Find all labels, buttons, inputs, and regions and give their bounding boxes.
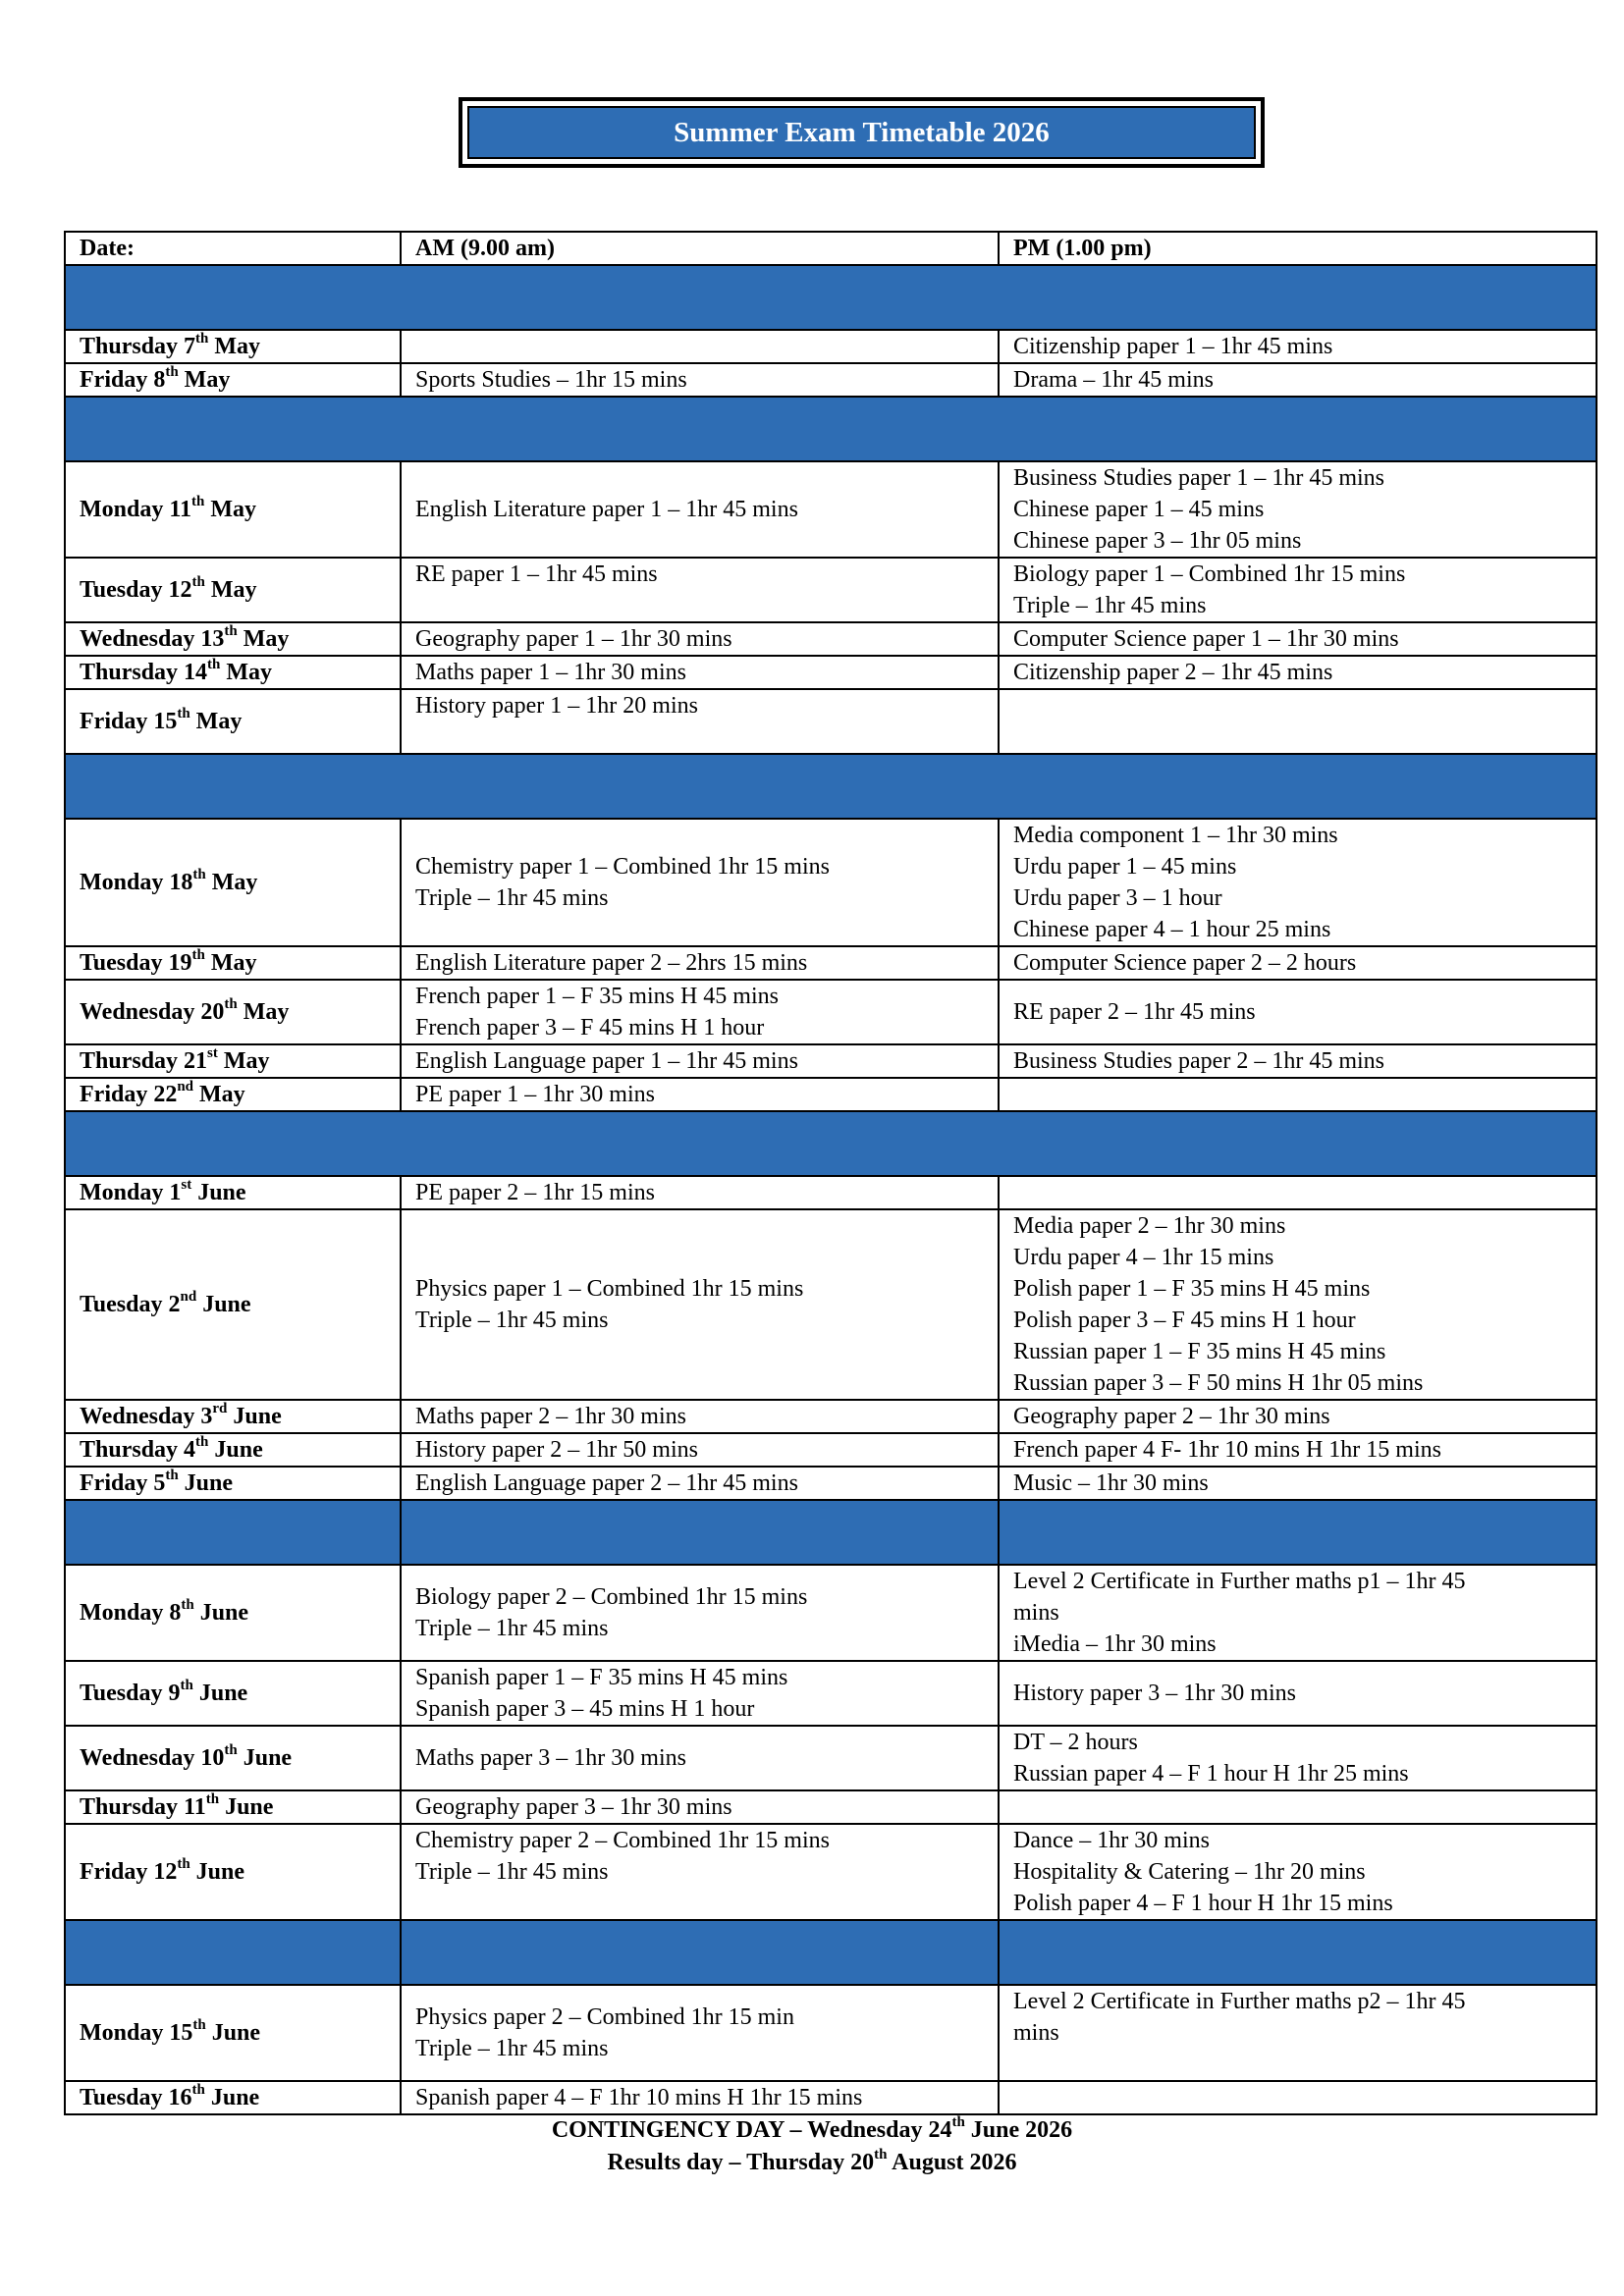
results-day: Results day – Thursday 20th August 2026 <box>607 2147 1017 2175</box>
pm-exam-cell <box>999 1078 1597 1111</box>
exam-entry: English Literature paper 1 – 1hr 45 mins <box>415 497 798 522</box>
exam-entry: Polish paper 1 – F 35 mins H 45 mins <box>1013 1276 1371 1302</box>
exam-entry: Media paper 2 – 1hr 30 mins <box>1013 1213 1286 1239</box>
am-exam-cell <box>401 1661 999 1726</box>
exam-entry: Chinese paper 3 – 1hr 05 mins <box>1013 528 1302 554</box>
band-cell <box>65 1111 1597 1176</box>
exam-entry: RE paper 1 – 1hr 45 mins <box>415 561 658 587</box>
am-exam-cell <box>401 558 999 622</box>
exam-day-row <box>65 1176 1597 1209</box>
exam-entry: Urdu paper 4 – 1hr 15 mins <box>1013 1245 1274 1270</box>
pm-exam-cell <box>999 330 1597 363</box>
band-cell <box>401 1500 999 1565</box>
pm-exam-cell <box>999 461 1597 558</box>
exam-day-row <box>65 1044 1597 1078</box>
date-cell: Thursday 4th June <box>65 1433 401 1467</box>
date-cell: Wednesday 3rd June <box>65 1400 401 1433</box>
am-exam-cell <box>401 656 999 689</box>
exam-day-row <box>65 1209 1597 1400</box>
exam-entry: Triple – 1hr 45 mins <box>415 2036 609 2061</box>
exam-day-row <box>65 819 1597 946</box>
date-cell: Wednesday 20th May <box>65 980 401 1044</box>
exam-entry: RE paper 2 – 1hr 45 mins <box>1013 999 1256 1025</box>
exam-entry: Biology paper 1 – Combined 1hr 15 mins <box>1013 561 1406 587</box>
exam-entry: English Language paper 2 – 1hr 45 mins <box>415 1470 798 1496</box>
band-cell <box>65 1500 401 1565</box>
exam-entry: Urdu paper 1 – 45 mins <box>1013 854 1237 880</box>
exam-entry: Citizenship paper 2 – 1hr 45 mins <box>1013 660 1333 685</box>
exam-entry: Polish paper 3 – F 45 mins H 1 hour <box>1013 1308 1356 1333</box>
am-exam-cell <box>401 461 999 558</box>
pm-exam-cell <box>999 1433 1597 1467</box>
exam-entry: Chemistry paper 2 – Combined 1hr 15 mins <box>415 1828 830 1853</box>
exam-day-row <box>65 1467 1597 1500</box>
date-cell: Monday 15th June <box>65 1985 401 2081</box>
exam-entry: Dance – 1hr 30 mins <box>1013 1828 1210 1853</box>
exam-entry: French paper 1 – F 35 mins H 45 mins <box>415 984 779 1009</box>
am-exam-cell <box>401 1400 999 1433</box>
week-separator-band <box>65 265 1597 330</box>
exam-day-row <box>65 1661 1597 1726</box>
exam-entry: PE paper 1 – 1hr 30 mins <box>415 1082 655 1107</box>
exam-entry: Maths paper 1 – 1hr 30 mins <box>415 660 686 685</box>
exam-entry: French paper 3 – F 45 mins H 1 hour <box>415 1015 765 1041</box>
am-exam-cell <box>401 689 999 754</box>
exam-entry: Triple – 1hr 45 mins <box>415 1308 609 1333</box>
date-cell: Tuesday 16th June <box>65 2081 401 2114</box>
pm-exam-cell <box>999 980 1597 1044</box>
header-date: Date: <box>65 232 401 265</box>
header-am: AM (9.00 am) <box>401 232 999 265</box>
date-cell: Tuesday 9th June <box>65 1661 401 1726</box>
pm-exam-cell <box>999 819 1597 946</box>
header-pm: PM (1.00 pm) <box>999 232 1597 265</box>
pm-exam-cell <box>999 622 1597 656</box>
exam-entry: Media component 1 – 1hr 30 mins <box>1013 823 1338 848</box>
date-cell: Monday 1st June <box>65 1176 401 1209</box>
page-title: Summer Exam Timetable 2026 <box>467 106 1256 159</box>
pm-exam-cell <box>999 946 1597 980</box>
exam-entry: Triple – 1hr 45 mins <box>415 1859 609 1885</box>
exam-day-row <box>65 1400 1597 1433</box>
exam-entry: History paper 1 – 1hr 20 mins <box>415 693 698 719</box>
exam-entry: Russian paper 3 – F 50 mins H 1hr 05 mins <box>1013 1370 1424 1396</box>
exam-day-row <box>65 2081 1597 2114</box>
pm-exam-cell <box>999 1176 1597 1209</box>
exam-entry: Physics paper 1 – Combined 1hr 15 mins <box>415 1276 804 1302</box>
am-exam-cell <box>401 1726 999 1790</box>
date-cell: Tuesday 12th May <box>65 558 401 622</box>
am-exam-cell <box>401 1176 999 1209</box>
date-cell: Friday 5th June <box>65 1467 401 1500</box>
am-exam-cell <box>401 363 999 397</box>
exam-entry: Geography paper 1 – 1hr 30 mins <box>415 626 732 652</box>
week-separator-band <box>65 754 1597 819</box>
exam-day-row <box>65 980 1597 1044</box>
exam-day-row <box>65 461 1597 558</box>
am-exam-cell <box>401 1565 999 1661</box>
exam-entry: Triple – 1hr 45 mins <box>415 1616 609 1641</box>
date-cell: Wednesday 10th June <box>65 1726 401 1790</box>
date-cell: Thursday 14th May <box>65 656 401 689</box>
exam-day-row <box>65 1985 1597 2081</box>
exam-entry: mins <box>1013 2020 1059 2046</box>
am-exam-cell <box>401 819 999 946</box>
exam-day-row <box>65 1565 1597 1661</box>
timetable-body <box>65 232 1597 2114</box>
exam-entry: Maths paper 2 – 1hr 30 mins <box>415 1404 686 1429</box>
exam-entry: History paper 2 – 1hr 50 mins <box>415 1437 698 1463</box>
pm-exam-cell <box>999 1209 1597 1400</box>
date-cell: Wednesday 13th May <box>65 622 401 656</box>
band-cell <box>999 1500 1597 1565</box>
week-separator-band <box>65 397 1597 461</box>
band-cell <box>65 265 1597 330</box>
date-cell: Tuesday 19th May <box>65 946 401 980</box>
am-exam-cell <box>401 1985 999 2081</box>
exam-day-row <box>65 622 1597 656</box>
exam-entry: French paper 4 F- 1hr 10 mins H 1hr 15 mins <box>1013 1437 1441 1463</box>
exam-entry: English Language paper 1 – 1hr 45 mins <box>415 1048 798 1074</box>
pm-exam-cell <box>999 656 1597 689</box>
date-cell: Friday 12th June <box>65 1824 401 1920</box>
exam-entry: History paper 3 – 1hr 30 mins <box>1013 1681 1296 1706</box>
band-cell <box>65 397 1597 461</box>
exam-entry: Spanish paper 4 – F 1hr 10 mins H 1hr 15 mins <box>415 2085 863 2110</box>
band-cell <box>999 1920 1597 1985</box>
am-exam-cell <box>401 2081 999 2114</box>
exam-entry: Geography paper 2 – 1hr 30 mins <box>1013 1404 1330 1429</box>
exam-entry: Chinese paper 4 – 1 hour 25 mins <box>1013 917 1331 942</box>
exam-entry: Biology paper 2 – Combined 1hr 15 mins <box>415 1584 808 1610</box>
pm-exam-cell <box>999 2081 1597 2114</box>
exam-entry: mins <box>1013 1600 1059 1626</box>
am-exam-cell <box>401 1433 999 1467</box>
exam-entry: Business Studies paper 2 – 1hr 45 mins <box>1013 1048 1384 1074</box>
header-row <box>65 232 1597 265</box>
exam-day-row <box>65 1790 1597 1824</box>
exam-day-row <box>65 656 1597 689</box>
date-cell: Thursday 7th May <box>65 330 401 363</box>
pm-exam-cell <box>999 1400 1597 1433</box>
exam-entry: Triple – 1hr 45 mins <box>415 885 609 911</box>
date-cell: Monday 8th June <box>65 1565 401 1661</box>
date-cell: Monday 11th May <box>65 461 401 558</box>
date-cell: Thursday 21st May <box>65 1044 401 1078</box>
exam-entry: Level 2 Certificate in Further maths p1 – 1hr 45 <box>1013 1569 1466 1594</box>
exam-day-row <box>65 558 1597 622</box>
exam-entry: Polish paper 4 – F 1 hour H 1hr 15 mins <box>1013 1891 1393 1916</box>
exam-entry: Sports Studies – 1hr 15 mins <box>415 367 687 393</box>
exam-entry: Geography paper 3 – 1hr 30 mins <box>415 1794 732 1820</box>
exam-entry: Russian paper 1 – F 35 mins H 45 mins <box>1013 1339 1386 1364</box>
band-cell <box>401 1920 999 1985</box>
date-cell: Friday 22nd May <box>65 1078 401 1111</box>
exam-entry: English Literature paper 2 – 2hrs 15 mins <box>415 950 808 976</box>
exam-entry: Triple – 1hr 45 mins <box>1013 593 1207 618</box>
exam-day-row <box>65 1726 1597 1790</box>
exam-entry: Spanish paper 1 – F 35 mins H 45 mins <box>415 1665 788 1690</box>
contingency-day: CONTINGENCY DAY – Wednesday 24th June 2026 <box>551 2114 1073 2143</box>
band-cell <box>65 1920 401 1985</box>
exam-day-row <box>65 689 1597 754</box>
exam-day-row <box>65 363 1597 397</box>
exam-entry: Hospitality & Catering – 1hr 20 mins <box>1013 1859 1366 1885</box>
title-frame <box>459 97 1265 168</box>
am-exam-cell <box>401 1078 999 1111</box>
exam-entry: Business Studies paper 1 – 1hr 45 mins <box>1013 465 1384 491</box>
pm-exam-cell <box>999 1985 1597 2081</box>
date-cell: Friday 15th May <box>65 689 401 754</box>
pm-exam-cell <box>999 1726 1597 1790</box>
week-separator-band <box>65 1920 1597 1985</box>
exam-entry: Physics paper 2 – Combined 1hr 15 min <box>415 2004 794 2030</box>
date-cell: Thursday 11th June <box>65 1790 401 1824</box>
pm-exam-cell <box>999 1790 1597 1824</box>
exam-entry: DT – 2 hours <box>1013 1730 1138 1755</box>
week-separator-band <box>65 1111 1597 1176</box>
am-exam-cell <box>401 1790 999 1824</box>
pm-exam-cell <box>999 363 1597 397</box>
exam-entry: Computer Science paper 1 – 1hr 30 mins <box>1013 626 1399 652</box>
exam-entry: Maths paper 3 – 1hr 30 mins <box>415 1745 686 1771</box>
exam-entry: Chinese paper 1 – 45 mins <box>1013 497 1265 522</box>
exam-entry: Urdu paper 3 – 1 hour <box>1013 885 1222 911</box>
exam-day-row <box>65 330 1597 363</box>
am-exam-cell <box>401 980 999 1044</box>
date-cell: Tuesday 2nd June <box>65 1209 401 1400</box>
exam-entry: Citizenship paper 1 – 1hr 45 mins <box>1013 334 1333 359</box>
pm-exam-cell <box>999 1661 1597 1726</box>
am-exam-cell <box>401 1824 999 1920</box>
exam-day-row <box>65 946 1597 980</box>
exam-entry: Level 2 Certificate in Further maths p2 – 1hr 45 <box>1013 1989 1466 2014</box>
exam-entry: Russian paper 4 – F 1 hour H 1hr 25 mins <box>1013 1761 1409 1787</box>
exam-day-row <box>65 1824 1597 1920</box>
pm-exam-cell <box>999 1044 1597 1078</box>
exam-entry: Music – 1hr 30 mins <box>1013 1470 1209 1496</box>
pm-exam-cell <box>999 1565 1597 1661</box>
band-cell <box>65 754 1597 819</box>
date-cell: Monday 18th May <box>65 819 401 946</box>
am-exam-cell <box>401 1467 999 1500</box>
exam-day-row <box>65 1433 1597 1467</box>
pm-exam-cell <box>999 1824 1597 1920</box>
exam-entry: Computer Science paper 2 – 2 hours <box>1013 950 1357 976</box>
exam-day-row <box>65 1078 1597 1111</box>
week-separator-band <box>65 1500 1597 1565</box>
exam-entry: Spanish paper 3 – 45 mins H 1 hour <box>415 1696 755 1722</box>
exam-entry: iMedia – 1hr 30 mins <box>1013 1631 1217 1657</box>
exam-timetable <box>64 231 1597 2115</box>
am-exam-cell <box>401 1044 999 1078</box>
pm-exam-cell <box>999 558 1597 622</box>
pm-exam-cell <box>999 689 1597 754</box>
exam-entry: Chemistry paper 1 – Combined 1hr 15 mins <box>415 854 830 880</box>
pm-exam-cell <box>999 1467 1597 1500</box>
am-exam-cell <box>401 1209 999 1400</box>
am-exam-cell <box>401 622 999 656</box>
exam-entry: Drama – 1hr 45 mins <box>1013 367 1214 393</box>
date-cell: Friday 8th May <box>65 363 401 397</box>
exam-entry: PE paper 2 – 1hr 15 mins <box>415 1180 655 1205</box>
am-exam-cell <box>401 330 999 363</box>
am-exam-cell <box>401 946 999 980</box>
